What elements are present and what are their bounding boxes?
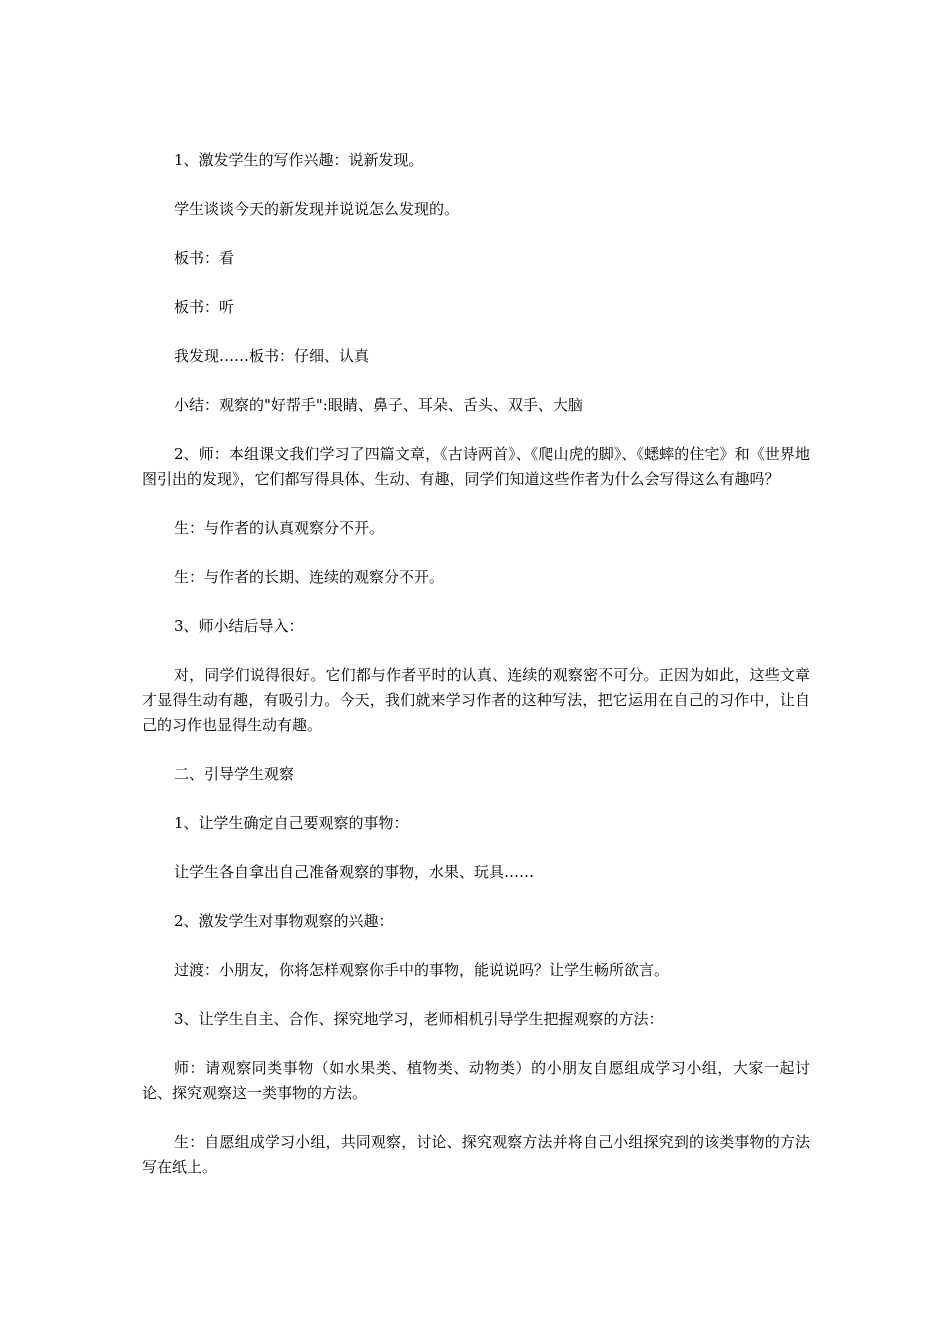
paragraph-7: 2、师：本组课文我们学习了四篇文章，《古诗两首》、《爬山虎的脚》、《蟋蟀的住宅》和《世界地图引出的发现》，它们都写得具体、生动、有趣，同学们知道这些作者为什么会写得这么有趣吗？ [142, 445, 810, 488]
paragraph-2: 学生谈谈今天的新发现并说说怎么发现的。 [174, 200, 460, 218]
paragraph-1: 1、激发学生的写作兴趣：说新发现。 [174, 151, 424, 169]
paragraph-15: 2、激发学生对事物观察的兴趣： [174, 912, 394, 930]
paragraph-5: 我发现……板书：仔细、认真 [174, 347, 370, 365]
paragraph-6: 小结：观察的"好帮手":眼睛、鼻子、耳朵、舌头、双手、大脑 [174, 396, 583, 414]
paragraph-9: 生：与作者的长期、连续的观察分不开。 [174, 568, 445, 586]
section-heading: 二、引导学生观察 [174, 765, 295, 783]
paragraph-8: 生：与作者的认真观察分不开。 [174, 519, 385, 537]
paragraph-4: 板书：听 [174, 298, 235, 316]
paragraph-17: 3、让学生自主、合作、探究地学习，老师相机引导学生把握观察的方法： [174, 1010, 664, 1028]
paragraph-13: 1、让学生确定自己要观察的事物： [174, 814, 409, 832]
paragraph-11: 对，同学们说得很好。它们都与作者平时的认真、连续的观察密不可分。正因为如此，这些文章才显得生动有趣，有吸引力。今天，我们就来学习作者的这种写法，把它运用在自己的习作中，让自己的习作也显得生动有趣。 [142, 666, 810, 734]
paragraph-18: 师：请观察同类事物（如水果类、植物类、动物类）的小朋友自愿组成学习小组，大家一起讨论、探究观察这一类事物的方法。 [142, 1059, 810, 1102]
paragraph-10: 3、师小结后导入： [174, 617, 304, 635]
paragraph-19: 生：自愿组成学习小组，共同观察，讨论、探究观察方法并将自己小组探究到的该类事物的方法写在纸上。 [142, 1133, 810, 1176]
document-body [142, 148, 810, 1204]
paragraph-16: 过渡：小朋友，你将怎样观察你手中的事物，能说说吗？让学生畅所欲言。 [174, 961, 670, 979]
paragraph-3: 板书：看 [174, 249, 235, 267]
paragraph-14: 让学生各自拿出自己准备观察的事物，水果、玩具…… [174, 863, 535, 881]
